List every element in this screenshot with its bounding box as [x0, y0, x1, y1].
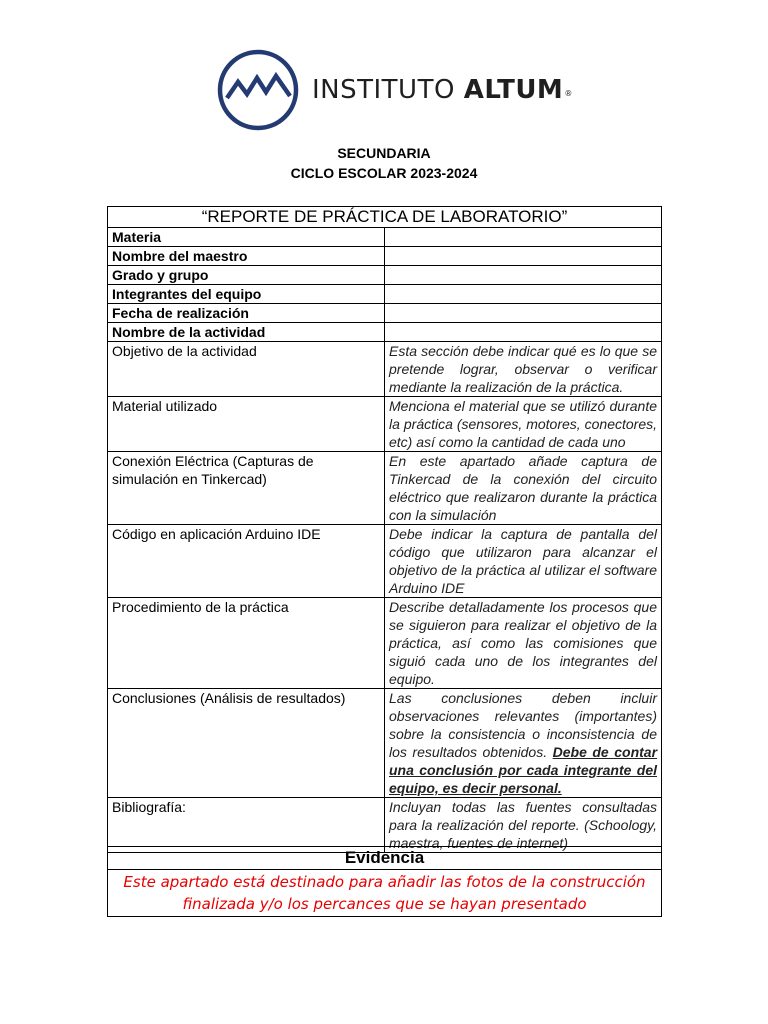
- section-label-bibliography: Bibliografía:: [108, 798, 385, 853]
- evidence-title: Evidencia: [108, 847, 662, 870]
- field-row: [108, 247, 662, 266]
- field-row: [108, 323, 662, 342]
- section-text-procedure[interactable]: Describe detalladamente los procesos que se siguieron para realizar el objetivo de la práctica, así como las comisiones que siguió cada uno de los integrantes del equipo.: [385, 598, 662, 689]
- logo-wordmark: [312, 75, 573, 105]
- section-text-conclusions[interactable]: [385, 689, 662, 798]
- school-level: SECUNDARIA: [337, 145, 431, 161]
- registered-mark: ®: [564, 89, 573, 98]
- field-label-team-members: Integrantes del equipo: [108, 285, 385, 304]
- section-label-procedure: Procedimiento de la práctica: [108, 598, 385, 689]
- section-row: [108, 798, 662, 853]
- section-text-material[interactable]: Menciona el material que se utilizó durante la práctica (sensores, motores, conectores, etc) así como la cantidad de cada uno: [385, 397, 662, 452]
- institute-logo: [216, 44, 573, 136]
- section-row: [108, 598, 662, 689]
- field-row: [108, 266, 662, 285]
- section-text-code[interactable]: Debe indicar la captura de pantalla del código que utilizaron para alcanzar el objetivo de la práctica al utilizar el software Arduino IDE: [385, 525, 662, 598]
- section-label-electrical: Conexión Eléctrica (Capturas de simulación en Tinkercad): [108, 452, 385, 525]
- evidence-body-row: [108, 870, 662, 917]
- section-row: [108, 342, 662, 397]
- evidence-title-row: [108, 847, 662, 870]
- section-text-electrical[interactable]: En este apartado añade captura de Tinkercad de la conexión del circuito eléctrico que realizaron durante la práctica con la simulación: [385, 452, 662, 525]
- field-value-teacher[interactable]: [385, 247, 662, 266]
- evidence-text[interactable]: Este apartado está destinado para añadir las fotos de la construcción finalizada y/o los percances que se hayan presentado: [108, 870, 662, 917]
- field-row: [108, 285, 662, 304]
- report-table: [107, 206, 662, 853]
- conclusions-text: Las conclusiones deben incluir observaciones relevantes (importantes) sobre la consistencia o inconsistencia de los resultados obtenidos.: [389, 690, 657, 760]
- report-title-row: [108, 207, 662, 228]
- logo-name-part1: INSTITUTO: [312, 75, 455, 105]
- report-title: “REPORTE DE PRÁCTICA DE LABORATORIO”: [108, 207, 662, 228]
- school-cycle: CICLO ESCOLAR 2023-2024: [290, 165, 478, 181]
- section-label-conclusions: Conclusiones (Análisis de resultados): [108, 689, 385, 798]
- field-label-materia: Materia: [108, 228, 385, 247]
- field-label-teacher: Nombre del maestro: [108, 247, 385, 266]
- field-value-team-members[interactable]: [385, 285, 662, 304]
- field-value-date[interactable]: [385, 304, 662, 323]
- section-row: [108, 397, 662, 452]
- field-label-activity-name: Nombre de la actividad: [108, 323, 385, 342]
- section-text-bibliography[interactable]: Incluyan todas las fuentes consultadas para la realización del reporte. (Schoology, maestra, fuentes de internet): [385, 798, 662, 853]
- field-row: [108, 228, 662, 247]
- field-value-grade-group[interactable]: [385, 266, 662, 285]
- logo-name-part2: ALTUM: [463, 75, 564, 105]
- field-label-grade-group: Grado y grupo: [108, 266, 385, 285]
- field-row: [108, 304, 662, 323]
- section-label-material: Material utilizado: [108, 397, 385, 452]
- section-label-code: Código en aplicación Arduino IDE: [108, 525, 385, 598]
- field-value-activity-name[interactable]: [385, 323, 662, 342]
- mountain-logo-icon: [216, 46, 300, 134]
- section-row: [108, 525, 662, 598]
- evidence-table: [107, 846, 662, 917]
- section-row: [108, 689, 662, 798]
- section-row: [108, 452, 662, 525]
- conclusions-emphasis: Debe de contar una conclusión por cada integrante del equipo, es decir personal.: [389, 744, 658, 796]
- field-label-date: Fecha de realización: [108, 304, 385, 323]
- field-value-materia[interactable]: [385, 228, 662, 247]
- section-label-objective: Objetivo de la actividad: [108, 342, 385, 397]
- section-text-objective[interactable]: Esta sección debe indicar qué es lo que se pretende lograr, observar o verificar mediante la realización de la práctica.: [385, 342, 662, 397]
